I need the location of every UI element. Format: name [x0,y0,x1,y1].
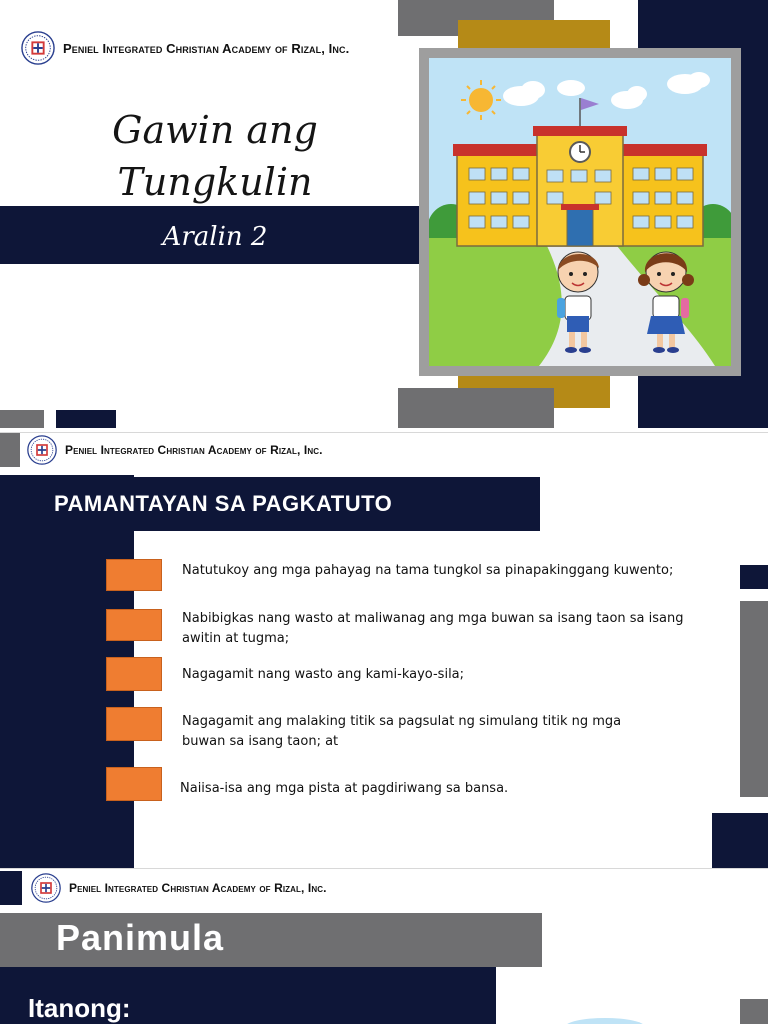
school-seal-icon [21,31,55,65]
school-illustration-image [429,58,731,366]
objective-item: Natutukoy ang mga pahayag na tama tungkol sa pinapakinggang kuwento; [182,563,674,578]
bullet-marker [106,609,162,641]
deco-gold-bar-top [458,20,610,50]
deco-gray-column-right [740,601,768,797]
section-subheading: Itanong: [28,993,131,1023]
section-heading: PAMANTAYAN SA PAGKATUTO [54,491,393,516]
bullet-marker [106,707,162,741]
deco-gray-bar-bottom [398,388,554,428]
slide-learning-standards [0,432,768,868]
deco-navy-square-right [740,565,768,589]
deco-gray-left-tab [0,433,20,467]
school-header [27,435,323,465]
school-illustration-frame [419,48,741,376]
slide-title [0,0,768,428]
objective-item: Nagagamit ang malaking titik sa pagsulat ng simulang titik ng mga buwan sa isang taon; at [182,714,622,749]
school-name: Peniel Integrated Christian Academy of Rizal, Inc. [69,881,327,895]
deco-navy-left-tab [0,871,22,905]
section-heading: Panimula [56,917,225,958]
lesson-title-line1: Gawin ang [112,108,318,152]
objective-item: Nagagamit nang wasto ang kami-kayo-sila; [182,667,465,682]
deco-navy-corner [712,813,768,868]
school-seal-icon [27,435,57,465]
slide-introduction [0,868,768,1024]
objective-item: Nabibigkas nang wasto at maliwanag ang mga buwan sa isang taon sa isang awitin at tugma; [182,611,684,646]
bullet-marker [106,559,162,591]
lesson-title-line2: Tungkulin [117,160,313,204]
bullet-marker [106,767,162,801]
illustration-fragment [560,1015,650,1024]
school-header [31,873,327,903]
lesson-number: Aralin 2 [162,222,268,252]
bullet-marker [106,657,162,691]
school-seal-icon [31,873,61,903]
deco-gray-square-right [740,999,768,1024]
school-name: Peniel Integrated Christian Academy of Rizal, Inc. [65,443,323,457]
deco-navy-square [56,410,116,428]
deco-gray-square [0,410,44,428]
school-header [21,31,349,65]
school-name: Peniel Integrated Christian Academy of Rizal, Inc. [63,40,350,56]
objective-item: Naiisa-isa ang mga pista at pagdiriwang sa bansa. [180,781,509,796]
